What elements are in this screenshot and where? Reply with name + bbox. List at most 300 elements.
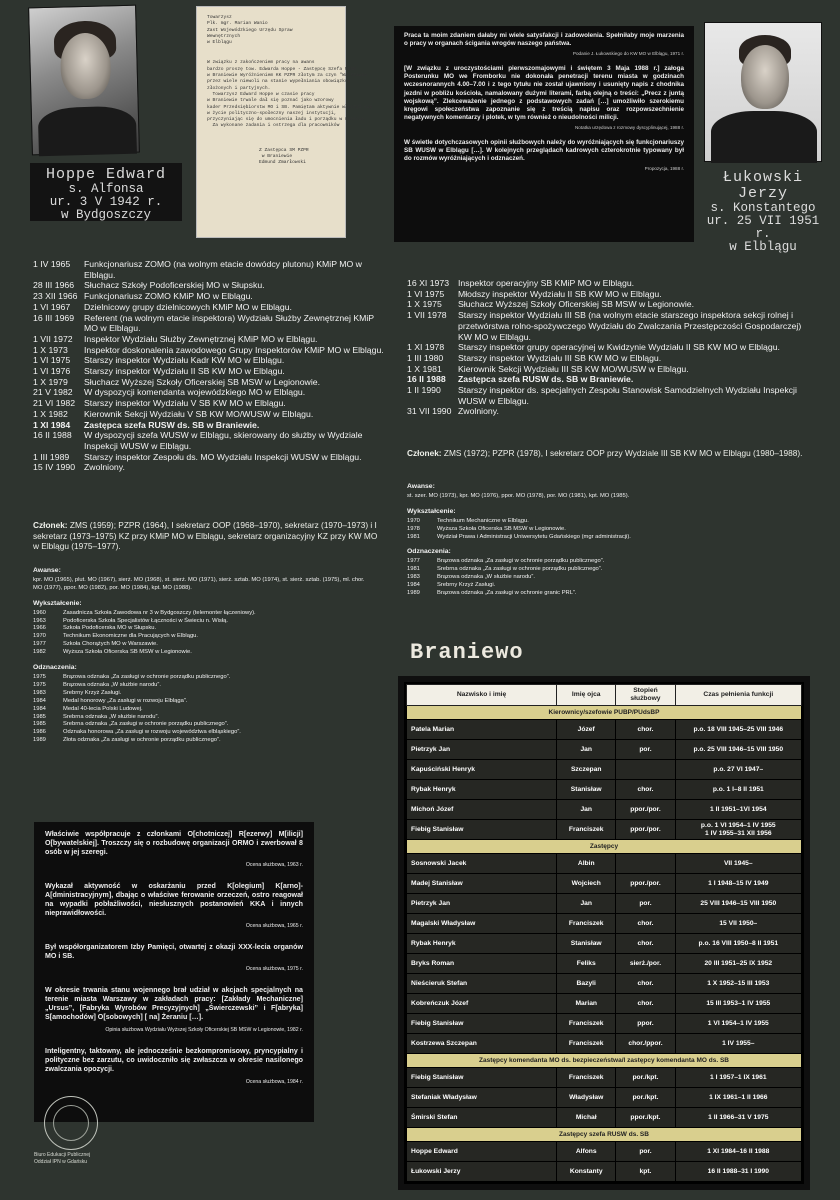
quote-2: [W związku z uroczystościami pierwszomajowymi i świętem 3 Maja 1988 r.] załoga Posterunku MO we Fromborku nie dokonała penetracji terenu miasta w godzinach wczesnorannych 4.00–7.00 i z tego tytułu nie został ujawniony i usunięty napis z chodnika jezdni w pobliżu kościoła, namalowany dużymi literami, farbą olejną o treści: „Precz z juntą wojskową”. Zlekceważenie jednego z podstawowych zadań […] umożliwiło szerokiemu kręgowi społeczeństwa zapoznanie się z treścią napisu oraz rozpowszechnienie negatywnych komentarzy i plotek, w tym również o nieudolności milicji. Notatka urzędowa z rozmowy dyscyplinującej, 1988 r.: [404, 65, 684, 130]
career-entry-date: 21 V 1982: [33, 387, 73, 398]
award-entry-text: Brązowa odznaka „W służbie narodu”.: [63, 681, 161, 688]
lukowski-awanse-label: Awanse:: [407, 483, 435, 490]
career-entry-text: Zwolniony.: [84, 462, 125, 473]
table-row: [407, 854, 802, 874]
career-entry-text: Referent (na wolnym etacie inspektora) Wydziału Służby Zewnętrznej KMiP MO w Elblągu.: [84, 312, 374, 334]
career-entry-text: Starszy inspektor Zespołu ds. MO Wydziału Inspekcji WUSW w Elblągu.: [84, 451, 362, 462]
lukowski-father: s. Konstantego: [710, 201, 816, 215]
cell-period: 1 II 1951–1VI 1954: [675, 800, 801, 820]
cell-period: 16 II 1988–31 I 1990: [675, 1162, 801, 1182]
cell-period: 15 III 1953–1 IV 1955: [675, 994, 801, 1014]
career-entry-date: 1 VI 1976: [33, 366, 71, 377]
cell-father: Michał: [557, 1108, 616, 1128]
award-entry-date: 1975: [33, 673, 46, 680]
note-source: Ocena służbowa, 1963 r.: [245, 862, 303, 868]
lukowski-awards-list: [407, 558, 807, 598]
career-entry: [33, 398, 385, 409]
cell-father: Bazyli: [557, 974, 616, 994]
table-row: [407, 800, 802, 820]
table-row: [407, 760, 802, 780]
lukowski-name: Łukowski Jerzy: [722, 169, 803, 202]
career-entry-date: 1 VI 1975: [33, 355, 71, 366]
lukowski-edu-list: [407, 518, 807, 542]
career-entry: [407, 406, 812, 417]
award-entry: [407, 566, 807, 574]
quote-1: Praca ta moim zdaniem dałaby mi wiele satysfakcji i zadowolenia. Spełniłaby moje marzenia o pracy w organach ścigania wrogów naszego państwa. Podanie J. Łukowskiego do KW MO w Elblągu, 1971 r.: [404, 32, 684, 57]
education-entry-date: 1978: [407, 525, 420, 532]
lukowski-name-box: [694, 166, 832, 254]
career-entry-text: Kierownik Sekcji Wydziału V SB KW MO/WUSW w Elblągu.: [84, 408, 314, 419]
education-entry: [407, 526, 807, 534]
cell-rank: [616, 854, 675, 874]
cell-name: Bryks Roman: [407, 954, 557, 974]
cell-father: Franciszek: [557, 1014, 616, 1034]
career-entry-date: 1 VII 1978: [407, 310, 447, 321]
cell-period: 1 IV 1955–: [675, 1034, 801, 1054]
cell-name: Madej Stanisław: [407, 874, 557, 894]
award-entry-text: Brązowa odznaka „W służbie narodu”.: [437, 574, 535, 581]
cell-father: Józef: [557, 720, 616, 740]
career-entry-date: 21 VI 1982: [33, 398, 76, 409]
hoppe-membership: Członek: ZMS (1959); PZPR (1964), I sekretarz OOP (1968–1970), sekretarz (1970–1973) i I sekretarz (1973–1975) KZ przy KMiP MO w Elblągu, sekretarz organizacyjny KZ przy KW MO w Elblągu (1975–1977).: [33, 520, 378, 552]
award-entry-text: Srebrny Krzyż Zasługi.: [437, 582, 496, 589]
award-entry: [33, 737, 373, 745]
hoppe-document: [196, 6, 373, 238]
cell-father: Albin: [557, 854, 616, 874]
cell-period: 1 VI 1954–1 IV 1955: [675, 1014, 801, 1034]
cell-rank: por./kpt.: [616, 1088, 675, 1108]
cell-rank: chor./ppor.: [616, 1034, 675, 1054]
award-entry-text: Srebrny Krzyż Zasługi.: [63, 689, 122, 696]
career-entry-text: Starszy inspektor Wydziału V SB KW MO w Elblągu.: [84, 398, 286, 409]
braniewo-table-frame: [398, 676, 810, 1190]
career-entry: [33, 387, 385, 398]
career-entry: [407, 385, 812, 406]
career-entry-text: Zwolniony.: [458, 406, 499, 417]
cell-period: 1 XI 1984–16 II 1988: [675, 1142, 801, 1162]
education-entry-text: Szkoła Podoficerska MO w Słupsku.: [63, 625, 157, 632]
career-entry-text: Kierownik Sekcji Wydziału III SB KW MO/WUSW w Elblągu.: [458, 363, 689, 374]
table-section-title: Zastępcy: [407, 840, 802, 854]
col-father: Imię ojca: [557, 685, 616, 706]
career-entry-text: Inspektor Wydziału Służby Zewnętrznej KMiP MO w Elblągu.: [84, 333, 318, 344]
career-entry-text: Inspektor operacyjny SB KMiP MO w Elblągu.: [458, 278, 635, 288]
cell-father: Franciszek: [557, 914, 616, 934]
footer-line-2: Oddział IPN w Gdańsku: [34, 1158, 88, 1165]
note-text: Inteligentny, taktowny, ale jednocześnie bezkompromisowy, pryncypialny i polityczne bez zarzutu, co uwidoczniło się zwłaszcza w okresie nasilonego zwalczania opozycji.: [45, 1047, 303, 1073]
career-entry-date: 16 II 1988: [33, 430, 72, 441]
career-entry-date: 1 III 1989: [33, 451, 70, 462]
award-entry-date: 1983: [407, 574, 420, 581]
career-entry: [407, 374, 812, 385]
award-entry-date: 1983: [33, 689, 46, 696]
award-entry-date: 1985: [33, 721, 46, 728]
hoppe-photo: [28, 5, 140, 156]
table-section-row: [407, 706, 802, 720]
lukowski-quotes: [394, 26, 694, 242]
education-entry-text: Podoficerska Szkoła Specjalistów Łączności w Świeciu n. Wisłą.: [63, 617, 228, 624]
table-row: [407, 1014, 802, 1034]
cell-period: 1 X 1952–15 III 1953: [675, 974, 801, 994]
career-entry: [33, 377, 385, 388]
cell-name: Kostrzewa Szczepan: [407, 1034, 557, 1054]
hoppe-notes-box: [34, 822, 314, 1122]
table-row: [407, 1162, 802, 1182]
career-entry-date: 16 II 1988: [407, 374, 446, 385]
cell-father: Feliks: [557, 954, 616, 974]
table-row: [407, 894, 802, 914]
cell-rank: ppor./por.: [616, 800, 675, 820]
ipn-footer: [34, 1152, 154, 1165]
hoppe-details: [33, 560, 373, 745]
table-section-title: Kierownicy/szefowie PUBP/PUdsBP: [407, 706, 802, 720]
table-row: [407, 1068, 802, 1088]
career-entry-text: Starszy inspektor Wydziału Kadr KW MO w Elblągu.: [84, 355, 285, 366]
career-entry-date: 1 X 1973: [33, 344, 68, 355]
cell-father: Franciszek: [557, 820, 616, 840]
table-row: [407, 740, 802, 760]
career-entry-date: 15 IV 1990: [33, 462, 76, 473]
career-entry-text: Starszy inspektor grupy operacyjnej w Kwidzynie Wydziału II SB KW MO w Elblągu.: [458, 342, 780, 353]
award-entry: [33, 714, 373, 722]
career-entry-date: 1 IV 1965: [33, 259, 71, 269]
cell-name: Nieścieruk Stefan: [407, 974, 557, 994]
award-entry-date: 1989: [407, 589, 420, 596]
education-entry: [33, 649, 373, 657]
cell-period: 1 IX 1961–1 II 1966: [675, 1088, 801, 1108]
education-entry-date: 1970: [33, 633, 46, 640]
table-row: [407, 934, 802, 954]
award-entry: [33, 698, 373, 706]
award-entry-date: 1986: [33, 729, 46, 736]
education-entry: [33, 641, 373, 649]
cell-father: Szczepan: [557, 760, 616, 780]
award-entry: [33, 690, 373, 698]
cell-name: Patela Marian: [407, 720, 557, 740]
table-row: [407, 1142, 802, 1162]
career-entry-text: W dyspozycji szefa WUSW w Elblągu, skierowany do służby w Wydziale Inspekcji WUSW w Elblągu.: [84, 430, 363, 451]
cell-rank: chor.: [616, 780, 675, 800]
education-entry: [33, 618, 373, 626]
career-entry-date: 23 XII 1966: [33, 291, 78, 302]
cell-rank: sierż./por.: [616, 954, 675, 974]
cell-father: Stanisław: [557, 780, 616, 800]
award-entry-text: Odznaka honorowa „Za zasługi w rozwoju województwa elbląskiego”.: [63, 729, 241, 736]
award-entry-date: 1985: [33, 713, 46, 720]
cell-rank: por./kpt.: [616, 1068, 675, 1088]
career-entry-date: 1 X 1981: [407, 363, 442, 374]
cell-period: p.o. 27 VI 1947–: [675, 760, 801, 780]
cell-father: Jan: [557, 800, 616, 820]
career-entry: [33, 280, 385, 291]
hoppe-edu-list: [33, 610, 373, 657]
career-entry: [33, 420, 385, 431]
career-entry-text: Funkcjonariusz ZOMO KMiP MO w Elblągu.: [84, 291, 253, 302]
cell-father: Władysław: [557, 1088, 616, 1108]
cell-period: p.o. 16 VIII 1950–8 II 1951: [675, 934, 801, 954]
education-entry-text: Technikum Ekonomiczne dla Pracujących w Elblągu.: [63, 633, 199, 640]
hoppe-career-list: [33, 259, 385, 473]
award-entry: [33, 706, 373, 714]
career-entry-date: 1 X 1975: [407, 299, 442, 310]
award-entry: [407, 558, 807, 566]
award-entry: [33, 682, 373, 690]
quote-3: W świetle dotychczasowych opinii służbowych należy do wyróżniających się funkcjonariuszy SB WUSW w Elblągu […]. W kolejnych przeglądach kadrowych czterokrotnie typowany był do rozmów wyróżniających i odznaczeń. Propozycja, 1988 r.: [404, 139, 684, 172]
award-entry: [33, 729, 373, 737]
education-entry-text: Technikum Mechaniczne w Elblągu.: [437, 517, 529, 524]
doc-body: W związku z zakończeniem pracy na awans bardzo proszę tow. Edwarda Hoppe - Zastępcę Szefa RUSW w Braniewie Wyróżnieniem KK PZPR złotym za czyn "Warszawie przez wiele niewoli na stanie wypełniania obowiązków złożonych i partyjnych. Towarzysz Edward Hoppe w czasie pracy w Braniewie trwale dał się poznać jako wzorowy kader Przedsiębiorstw MO i SB. Pamiętam aktywnie włączył się w życie polityczno-społeczny naszej instytucji, przyczyniając się do umocnienia ładu i porządku w mieście. Za wykonane zadania i ostrzega dla pracowników: [207, 60, 373, 129]
cell-rank: chor.: [616, 914, 675, 934]
lukowski-birth: ur. 25 VII 1951 r.: [706, 214, 820, 241]
career-entry: [33, 430, 385, 451]
table-row: [407, 954, 802, 974]
cell-period: p.o. 1 I–8 II 1951: [675, 780, 801, 800]
education-entry-text: Wydział Prawa i Administracji Uniwersytetu Gdańskiego (mgr administracji).: [437, 533, 631, 540]
cell-rank: ppor./por.: [616, 820, 675, 840]
award-entry-date: 1989: [33, 737, 46, 744]
education-entry: [33, 625, 373, 633]
cell-name: Magalski Władysław: [407, 914, 557, 934]
footer-line-1: Biuro Edukacji Publicznej: [34, 1152, 91, 1158]
career-entry-date: 16 XI 1973: [407, 278, 450, 288]
note-source: Ocena służbowa, 1984 r.: [245, 1079, 303, 1085]
lukowski-photo: [704, 22, 822, 162]
table-row: [407, 720, 802, 740]
award-entry-text: Srebrna odznaka „W służbie narodu”.: [63, 713, 160, 720]
career-entry-text: Słuchacz Wyższej Szkoły Oficerskiej SB MSW w Legionowie.: [84, 376, 321, 387]
table-row: [407, 1088, 802, 1108]
cell-period: p.o. 18 VIII 1945–25 VIII 1946: [675, 720, 801, 740]
cell-rank: por.: [616, 1142, 675, 1162]
table-section-row: [407, 1054, 802, 1068]
education-entry-date: 1981: [407, 533, 420, 540]
hoppe-edu-label: Wykształcenie:: [33, 599, 82, 607]
cell-rank: por.: [616, 894, 675, 914]
lukowski-details: [407, 476, 807, 598]
hoppe-name-box: [30, 163, 182, 221]
career-entry-date: 1 VI 1975: [407, 288, 445, 299]
braniewo-title: Braniewo: [410, 640, 524, 665]
education-entry-text: Wyższa Szkoła Oficerska SB MSW w Legionowie.: [437, 525, 566, 532]
education-entry-date: 1966: [33, 625, 46, 632]
career-entry: [33, 355, 385, 366]
braniewo-table: [406, 684, 802, 1182]
table-row: [407, 874, 802, 894]
career-entry: [33, 345, 385, 356]
award-entry-text: Srebrna odznaka „Za zasługi w ochronie porządku publicznego”.: [63, 721, 229, 728]
career-entry: [407, 310, 812, 342]
award-entry-text: Brązowa odznaka „Za zasługi w ochronie granic PRL”.: [437, 589, 577, 596]
award-entry-text: Złota odznaka „Za zasługi w ochronie porządku publicznego”.: [63, 737, 221, 744]
note-source: Ocena służbowa, 1975 r.: [245, 966, 303, 972]
table-section-title: Zastępcy komendanta MO ds. bezpieczeństwa/l zastępcy komendanta MO ds. SB: [407, 1054, 802, 1068]
education-entry-date: 1960: [33, 609, 46, 616]
note-source: Ocena służbowa, 1965 r.: [245, 923, 303, 929]
cell-period: p.o. 25 VIII 1946–15 VIII 1950: [675, 740, 801, 760]
career-entry-date: 31 VII 1990: [407, 406, 452, 417]
career-entry: [33, 259, 385, 280]
cell-name: Fiebig Stanisław: [407, 820, 557, 840]
award-entry-text: Srebrna odznaka „Za zasługi w ochronie porządku publicznego”.: [437, 566, 603, 573]
cell-period: 1 I 1948–15 IV 1949: [675, 874, 801, 894]
career-entry-date: 1 II 1990: [407, 385, 441, 396]
career-entry: [33, 302, 385, 313]
career-entry-text: Inspektor doskonalenia zawodowego Grupy Inspektorów KMiP MO w Elblągu.: [84, 344, 384, 355]
note-text: W okresie trwania stanu wojennego brał udział w akcjach specjalnych na terenie miasta Warszawy w zakładach pracy: [Zakłady Mechaniczne] „Ursus”, [Fabryka Wyrobów Precyzyjnych] „Świerczewski” i F[abryka] S[amochodów] O[sobowych] [ na] Żeraniu […].: [45, 986, 303, 1021]
education-entry: [33, 610, 373, 618]
cell-period: 25 VIII 1946–15 VIII 1950: [675, 894, 801, 914]
cell-name: Pietrzyk Jan: [407, 894, 557, 914]
table-row: [407, 1108, 802, 1128]
career-entry-date: 1 VII 1972: [33, 333, 73, 344]
career-entry-date: 1 III 1980: [407, 352, 444, 363]
lukowski-awards-label: Odznaczenia:: [407, 548, 451, 556]
career-entry: [407, 342, 812, 353]
cell-period: p.o. 1 VI 1954–1 IV 1955 1 IV 1955–31 XII 1956: [675, 820, 801, 840]
cell-rank: chor.: [616, 934, 675, 954]
award-entry-date: 1975: [33, 681, 46, 688]
table-row: [407, 1034, 802, 1054]
hoppe-father: s. Alfonsa: [68, 182, 144, 196]
table-section-row: [407, 1128, 802, 1142]
col-period: Czas pełnienia funkcji: [675, 685, 801, 706]
award-entry-date: 1984: [33, 705, 46, 712]
award-entry-text: Brązowa odznaka „Za zasługi w ochronie porządku publicznego”.: [437, 558, 605, 565]
cell-name: Rybak Henryk: [407, 780, 557, 800]
cell-name: Rybak Henryk: [407, 934, 557, 954]
career-entry: [407, 353, 812, 364]
award-entry: [407, 574, 807, 582]
cell-name: Pietrzyk Jan: [407, 740, 557, 760]
career-entry-text: Słuchacz Wyższej Szkoły Oficerskiej SB MSW w Legionowie.: [458, 299, 695, 310]
cell-name: Kobreńczuk Józef: [407, 994, 557, 1014]
education-entry: [407, 518, 807, 526]
career-entry-text: Starszy inspektor Wydziału III SB (na wolnym etacie starszego inspektora sekcji rolnej i przetwórstwa rolno-spożywczego Wydziału do Zwalczania Przestępczości Gospodarczej) KW MO w Elblągu.: [458, 310, 802, 342]
cell-rank: por.: [616, 740, 675, 760]
career-entry-date: 28 III 1966: [33, 280, 75, 291]
note-text: Był współorganizatorem Izby Pamięci, otwartej z okazji XXX-lecia organów MO i SB.: [45, 943, 303, 960]
career-entry: [407, 289, 812, 300]
table-row: [407, 994, 802, 1014]
education-entry-text: Wyższa Szkoła Oficerska SB MSW w Legionowie.: [63, 649, 192, 656]
cell-father: Franciszek: [557, 1034, 616, 1054]
career-entry-text: Funkcjonariusz ZOMO (na wolnym etacie dowódcy plutonu) KMiP MO w Elblągu.: [84, 259, 362, 280]
education-entry-date: 1977: [33, 641, 46, 648]
career-entry: [33, 313, 385, 334]
career-entry-date: 1 XI 1984: [33, 419, 71, 430]
cell-name: Hoppe Edward: [407, 1142, 557, 1162]
hoppe-awards-label: Odznaczenia:: [33, 664, 77, 672]
career-entry-date: 1 X 1979: [33, 376, 68, 387]
cell-name: Fiebig Stanisław: [407, 1014, 557, 1034]
career-entry: [407, 364, 812, 375]
cell-father: Franciszek: [557, 1068, 616, 1088]
lukowski-edu-label: Wykształcenie:: [407, 507, 456, 515]
cell-rank: [616, 760, 675, 780]
career-entry: [407, 299, 812, 310]
career-entry: [33, 409, 385, 420]
cell-name: Fiebig Stanisław: [407, 1068, 557, 1088]
career-entry-text: Zastępca szefa RUSW ds. SB w Braniewie.: [458, 374, 634, 385]
table-row: [407, 820, 802, 840]
cell-rank: ppor.: [616, 1014, 675, 1034]
cell-period: 15 VII 1950–: [675, 914, 801, 934]
career-entry-text: W dyspozycji komendanta wojewódzkiego MO w Elblągu.: [84, 387, 306, 398]
hoppe-birth: ur. 3 V 1942 r.: [49, 195, 163, 209]
cell-name: Sosnowski Jacek: [407, 854, 557, 874]
doc-header: Towarzysz Plk. mgr. Marian Wanio Zast Wojewódzkiego Urzędu Spraw Wewnętrznych w Elblągu: [207, 15, 293, 46]
education-entry-text: Szkoła Chorążych MO w Warszawie.: [63, 641, 158, 648]
cell-name: Kapuściński Henryk: [407, 760, 557, 780]
career-entry: [33, 291, 385, 302]
cell-rank: chor.: [616, 994, 675, 1014]
career-entry-text: Starszy inspektor ds. specjalnych Zespołu Stanowisk Samodzielnych Wydziału Inspekcji WUSW w Elblągu.: [458, 385, 797, 406]
award-entry-text: Medal 40-lecia Polski Ludowej.: [63, 705, 143, 712]
cell-rank: ppor./por.: [616, 874, 675, 894]
note-text: Wykazał aktywność w oskarżaniu przed K[olegium] K[arno]-A[dministracyjnym], dbając o właściwe ferowanie orzeczeń, ostro reagował na wypadki pobłażliwości, niesłusznych postanowień KKA i innych nieprawidłowości.: [45, 882, 303, 917]
award-entry: [407, 590, 807, 598]
career-entry-text: Młodszy inspektor Wydziału II SB KW MO w Elblągu.: [458, 288, 662, 299]
lukowski-membership: Członek: ZMS (1972); PZPR (1978), I sekretarz OOP przy Wydziale III SB KW MO w Elblągu (1980–1988).: [407, 448, 803, 458]
table-row: [407, 914, 802, 934]
award-entry: [407, 582, 807, 590]
cell-father: Wojciech: [557, 874, 616, 894]
career-entry-text: Starszy inspektor Wydziału II SB KW MO w Elblągu.: [84, 366, 285, 377]
cell-period: 1 II 1966–31 V 1975: [675, 1108, 801, 1128]
cell-father: Alfons: [557, 1142, 616, 1162]
lukowski-career-list: [407, 278, 812, 417]
col-rank: Stopień służbowy: [616, 685, 675, 706]
cell-name: Łukowski Jerzy: [407, 1162, 557, 1182]
career-entry: [33, 452, 385, 463]
cell-name: Michoń Józef: [407, 800, 557, 820]
table-section-row: [407, 840, 802, 854]
col-name: Nazwisko i imię: [407, 685, 557, 706]
cell-name: Śmirski Stefan: [407, 1108, 557, 1128]
education-entry: [33, 633, 373, 641]
hoppe-awanse-label: Awanse:: [33, 567, 61, 574]
ipn-emblem: [44, 1096, 98, 1150]
award-entry-date: 1984: [33, 697, 46, 704]
hoppe-place: w Bydgoszczy: [60, 208, 151, 222]
note-text: Właściwie współpracuje z członkami O[chotniczej] R[ezerwy] M[ilicji] O[bywatelskiej]. Troszczy się o rozbudowę organizacji ORMO i zwerbował 8 osób w jej szeregi.: [45, 830, 303, 856]
cell-period: VII 1945–: [675, 854, 801, 874]
cell-period: 20 III 1951–25 IX 1952: [675, 954, 801, 974]
career-entry-text: Dzielnicowy grupy dzielnicowych KMiP MO w Elblągu.: [84, 301, 292, 312]
cell-name: Stefaniak Władysław: [407, 1088, 557, 1108]
award-entry-date: 1981: [407, 566, 420, 573]
cell-father: Marian: [557, 994, 616, 1014]
cell-rank: chor.: [616, 720, 675, 740]
note-source: Opinia służbowa Wydziału Wyższej Szkoły Oficerskiej SB MSW w Legionowie, 1982 r.: [105, 1027, 303, 1033]
award-entry-text: Brązowa odznaka „Za zasługi w ochronie porządku publicznego”.: [63, 673, 231, 680]
cell-rank: kpt.: [616, 1162, 675, 1182]
table-row: [407, 780, 802, 800]
lukowski-awanse: st. szer. MO (1973), kpr. MO (1976), ppor. MO (1978), por. MO (1981), kpt. MO (1985).: [407, 492, 630, 499]
award-entry-text: Medal honorowy „Za zasługi w rozwoju Elbląga”.: [63, 697, 188, 704]
career-entry: [33, 462, 385, 473]
hoppe-awanse: kpr. MO (1965), plut. MO (1967), sierż. MO (1968), st. sierż. MO (1971), sierż. sztab. MO (1974), st. sierż. sztab. (1975), ml. chor. MO (1977), ppor. MO (1982), por. MO (1984), kpt. MO (1988).: [33, 576, 365, 591]
cell-father: Jan: [557, 740, 616, 760]
career-entry-date: 1 XI 1978: [407, 342, 445, 353]
award-entry: [33, 721, 373, 729]
cell-father: Konstanty: [557, 1162, 616, 1182]
award-entry: [33, 674, 373, 682]
award-entry-date: 1977: [407, 558, 420, 565]
career-entry-text: Starszy inspektor Wydziału III SB KW MO w Elblągu.: [458, 352, 662, 363]
award-entry-date: 1984: [407, 582, 420, 589]
lukowski-place: w Elblągu: [729, 240, 797, 254]
